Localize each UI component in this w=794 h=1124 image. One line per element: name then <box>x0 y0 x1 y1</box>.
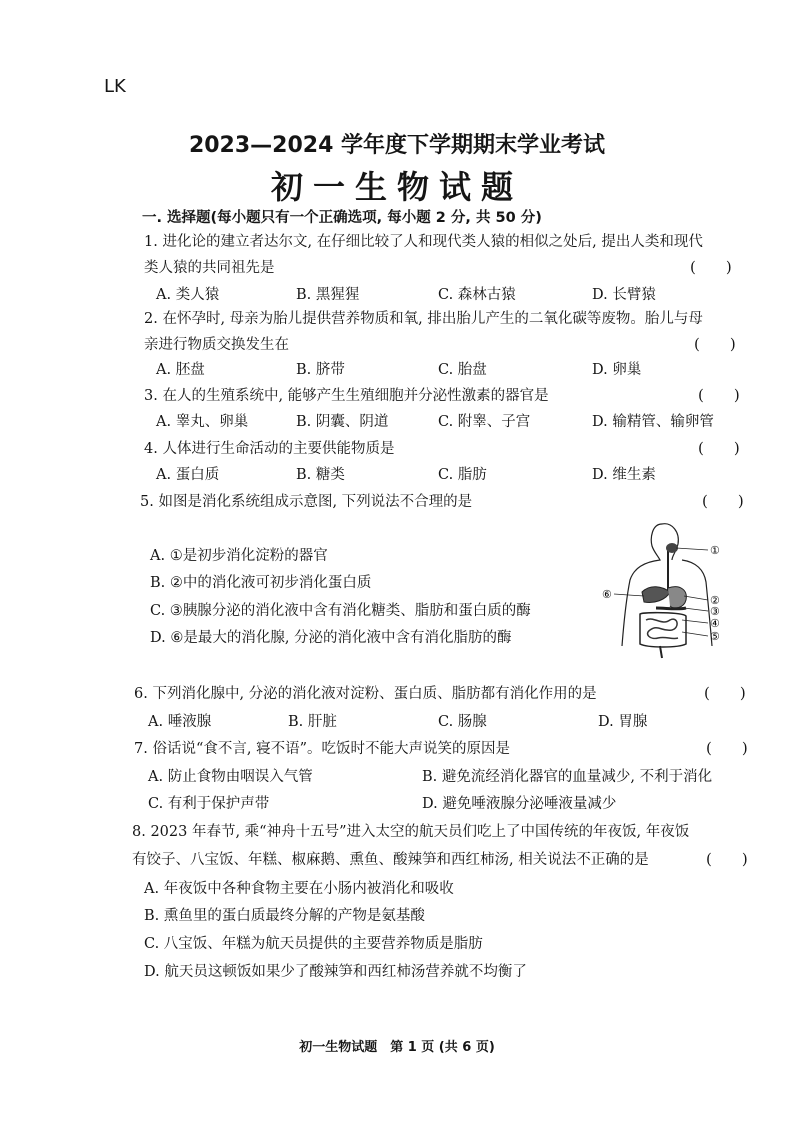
q5-stem-line1: 5. 如图是消化系统组成示意图, 下列说法不合理的是 <box>140 494 473 510</box>
q3-option-b: B. 阴囊、阴道 <box>296 414 389 430</box>
q2-option-b: B. 脐带 <box>296 362 345 378</box>
q4-option-a: A. 蛋白质 <box>156 467 220 483</box>
q4-option-c: C. 脂肪 <box>438 467 487 483</box>
q7-option-b: B. 避免流经消化器官的血量减少, 不利于消化 <box>422 769 713 785</box>
q4-answer-bracket: ( ) <box>698 439 740 457</box>
q2-option-c: C. 胎盘 <box>438 362 487 378</box>
q8-option-b: B. 熏鱼里的蛋白质最终分解的产物是氨基酸 <box>144 908 425 924</box>
q7-option-a: A. 防止食物由咽误入气管 <box>148 769 313 785</box>
q1-stem-line1: 1. 进化论的建立者达尔文, 在仔细比较了人和现代类人猿的相似之处后, 提出人类和现代 <box>144 234 703 250</box>
diagram-label-5: ⑤ <box>710 630 720 643</box>
q5-answer-bracket: ( ) <box>702 492 744 510</box>
q1-option-a: A. 类人猿 <box>156 287 220 303</box>
q1-option-b: B. 黑猩猩 <box>296 287 360 303</box>
q3-stem-line1: 3. 在人的生殖系统中, 能够产生生殖细胞并分泌性激素的器官是 <box>144 388 549 404</box>
q1-answer-bracket: ( ) <box>690 258 732 276</box>
q7-stem-line1: 7. 俗话说“食不言, 寝不语”。吃饭时不能大声说笑的原因是 <box>134 741 510 757</box>
q8-stem-line2: 有饺子、八宝饭、年糕、椒麻鹅、熏鱼、酸辣笋和西红柿汤, 相关说法不正确的是 <box>132 852 649 868</box>
q3-option-a: A. 睾丸、卵巢 <box>156 414 249 430</box>
page-footer: 初一生物试题 第 1 页 (共 6 页) <box>299 1040 495 1055</box>
diagram-label-2: ② <box>710 594 720 607</box>
q5-option-a: A. ①是初步消化淀粉的器官 <box>150 548 328 564</box>
q6-option-b: B. 肝脏 <box>288 714 337 730</box>
q3-option-c: C. 附睾、子宫 <box>438 414 531 430</box>
q5-option-d: D. ⑥是最大的消化腺, 分泌的消化液中含有消化脂肪的酶 <box>150 630 512 646</box>
q4-option-b: B. 糖类 <box>296 467 345 483</box>
q5-option-c: C. ③胰腺分泌的消化液中含有消化糖类、脂肪和蛋白质的酶 <box>150 603 531 619</box>
q2-answer-bracket: ( ) <box>694 335 736 353</box>
q5-option-b: B. ②中的消化液可初步消化蛋白质 <box>150 575 372 591</box>
diagram-label-3: ③ <box>710 605 720 618</box>
q6-answer-bracket: ( ) <box>704 684 746 702</box>
exam-header: 2023—2024 学年度下学期期末学业考试 <box>188 133 606 158</box>
q2-option-a: A. 胚盘 <box>156 362 205 378</box>
q2-option-d: D. 卵巢 <box>592 362 642 378</box>
q8-option-a: A. 年夜饭中各种食物主要在小肠内被消化和吸收 <box>144 881 454 897</box>
q1-stem-line2: 类人猿的共同祖先是 <box>144 260 275 276</box>
corner-mark: LK <box>104 76 126 97</box>
q8-option-c: C. 八宝饭、年糕为航天员提供的主要营养物质是脂肪 <box>144 936 483 952</box>
q4-option-d: D. 维生素 <box>592 467 656 483</box>
q3-option-d: D. 输精管、输卵管 <box>592 414 714 430</box>
q8-answer-bracket: ( ) <box>706 850 748 868</box>
q1-option-c: C. 森林古猿 <box>438 287 516 303</box>
q7-option-c: C. 有利于保护声带 <box>148 796 270 812</box>
q8-option-d: D. 航天员这顿饭如果少了酸辣笋和西红柿汤营养就不均衡了 <box>144 964 527 980</box>
q4-stem-line1: 4. 人体进行生命活动的主要供能物质是 <box>144 441 395 457</box>
exam-title: 初一生物试题 <box>270 168 523 206</box>
q2-stem-line1: 2. 在怀孕时, 母亲为胎儿提供营养物质和氧, 排出胎儿产生的二氧化碳等废物。胎儿与母 <box>144 311 703 327</box>
q7-answer-bracket: ( ) <box>706 739 748 757</box>
digestive-system-diagram <box>600 516 730 666</box>
q3-answer-bracket: ( ) <box>698 386 740 404</box>
diagram-label-4: ④ <box>710 617 720 630</box>
diagram-label-6: ⑥ <box>602 588 612 601</box>
q6-option-c: C. 肠腺 <box>438 714 487 730</box>
q8-stem-line1: 8. 2023 年春节, 乘“神舟十五号”进入太空的航天员们吃上了中国传统的年夜饭, 年夜饭 <box>132 824 690 840</box>
q6-stem-line1: 6. 下列消化腺中, 分泌的消化液对淀粉、蛋白质、脂肪都有消化作用的是 <box>134 686 597 702</box>
diagram-label-1: ① <box>710 544 720 557</box>
section-heading: 一. 选择题(每小题只有一个正确选项, 每小题 2 分, 共 50 分) <box>142 210 542 226</box>
q1-option-d: D. 长臂猿 <box>592 287 656 303</box>
q6-option-d: D. 胃腺 <box>598 714 648 730</box>
q6-option-a: A. 唾液腺 <box>148 714 212 730</box>
q2-stem-line2: 亲进行物质交换发生在 <box>144 337 289 353</box>
q7-option-d: D. 避免唾液腺分泌唾液量减少 <box>422 796 617 812</box>
